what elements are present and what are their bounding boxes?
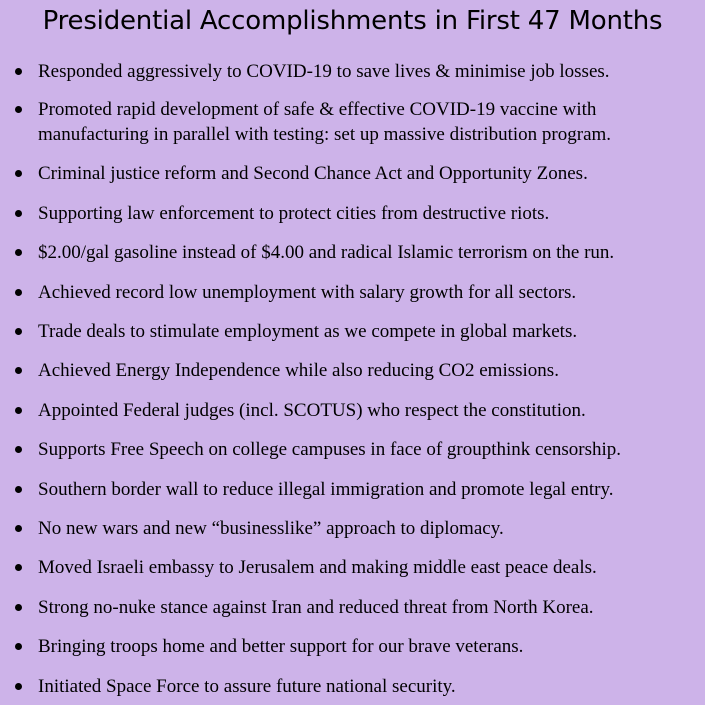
list-item: Trade deals to stimulate employment as we compete in global markets. — [38, 321, 578, 342]
list-item: Achieved Energy Independence while also reducing CO2 emissions. — [38, 360, 559, 381]
bullet-icon — [15, 564, 22, 571]
bullet-icon — [15, 525, 22, 532]
list-item: Appointed Federal judges (incl. SCOTUS) who respect the constitution. — [38, 400, 586, 421]
list-item: $2.00/gal gasoline instead of $4.00 and radical Islamic terrorism on the run. — [38, 242, 615, 263]
bullet-icon — [15, 604, 22, 611]
page-title: Presidential Accomplishments in First 47 Months — [42, 6, 663, 36]
list-item: No new wars and new “businesslike” approach to diplomacy. — [38, 518, 504, 539]
bullet-icon — [15, 643, 22, 650]
bullet-icon — [15, 68, 22, 75]
list-item: Initiated Space Force to assure future national security. — [38, 676, 456, 697]
list-item: Supports Free Speech on college campuses in face of groupthink censorship. — [38, 439, 622, 460]
list-item: Criminal justice reform and Second Chance Act and Opportunity Zones. — [38, 163, 588, 184]
bullet-icon — [15, 249, 22, 256]
bullet-icon — [15, 328, 22, 335]
list-item: Supporting law enforcement to protect cities from destructive riots. — [38, 203, 550, 224]
bullet-icon — [15, 210, 22, 217]
list-item: Responded aggressively to COVID-19 to save lives & minimise job losses. — [38, 61, 610, 82]
list-item: Achieved record low unemployment with salary growth for all sectors. — [38, 282, 577, 303]
bullet-icon — [15, 106, 22, 113]
list-item: Promoted rapid development of safe & effective COVID-19 vaccine with manufacturing in parallel with testing: set up massive distribution program. — [38, 99, 612, 145]
list-item: Bringing troops home and better support for our brave veterans. — [38, 636, 524, 657]
list-item: Strong no-nuke stance against Iran and reduced threat from North Korea. — [38, 597, 594, 618]
bullet-icon — [15, 486, 22, 493]
bullet-icon — [15, 446, 22, 453]
bullet-icon — [15, 367, 22, 374]
bullet-icon — [15, 289, 22, 296]
list-item: Southern border wall to reduce illegal immigration and promote legal entry. — [38, 479, 614, 500]
bullet-icon — [15, 407, 22, 414]
bullet-icon — [15, 170, 22, 177]
bullet-icon — [15, 683, 22, 690]
list-item: Moved Israeli embassy to Jerusalem and making middle east peace deals. — [38, 557, 597, 578]
